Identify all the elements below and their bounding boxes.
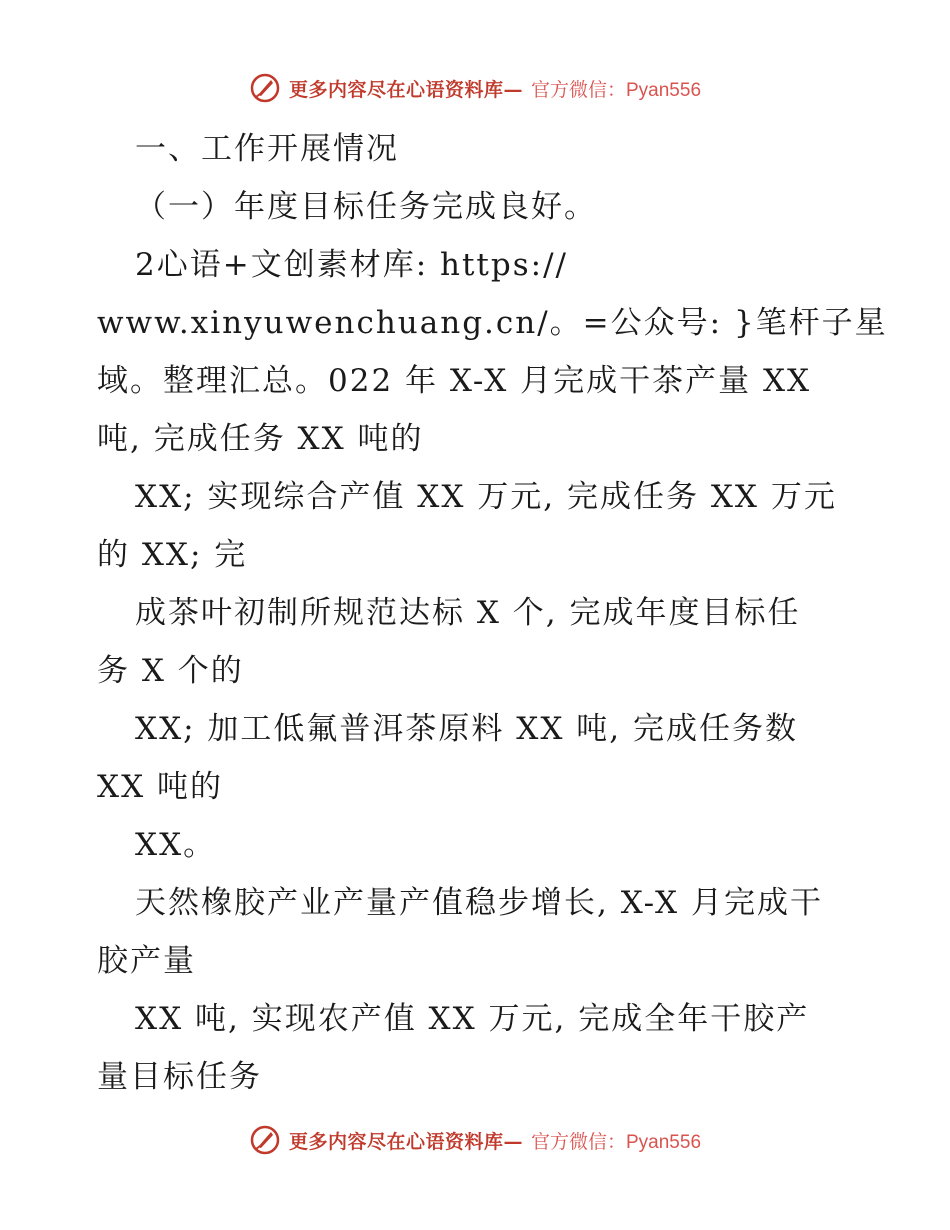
- paragraph-line: 量目标任务: [97, 1059, 262, 1095]
- paragraph-line: 胶产量: [97, 943, 196, 979]
- page-header-banner: [0, 72, 950, 104]
- section-heading: 一、工作开展情况: [135, 131, 399, 167]
- paragraph-line: 的 XX; 完: [97, 537, 248, 573]
- subsection-heading: （一）年度目标任务完成良好。: [135, 189, 597, 225]
- paragraph-line: XX。: [135, 827, 217, 863]
- paragraph-line: 成茶叶初制所规范达标 X 个, 完成年度目标任: [135, 595, 801, 631]
- quill-logo-icon: [249, 72, 281, 104]
- paragraph-line: www.xinyuwenchuang.cn/。=公众号: }笔杆子星: [97, 305, 888, 341]
- paragraph-line: 务 X 个的: [97, 653, 244, 689]
- paragraph-line: XX; 加工低氟普洱茶原料 XX 吨, 完成任务数: [135, 711, 798, 747]
- paragraph-line: XX 吨的: [97, 769, 223, 805]
- document-body: [97, 120, 888, 1106]
- paragraph-line: 天然橡胶产业产量产值稳步增长, X-X 月完成干: [135, 885, 823, 921]
- footer-contact: 官方微信：Pyan556: [531, 1131, 702, 1153]
- header-contact: 官方微信：Pyan556: [531, 79, 702, 101]
- paragraph-line: XX; 实现综合产值 XX 万元, 完成任务 XX 万元: [135, 479, 837, 515]
- page-footer-banner: [0, 1124, 950, 1156]
- paragraph-line: 域。整理汇总。022 年 X-X 月完成干茶产量 XX: [97, 363, 812, 399]
- paragraph-line: XX 吨, 实现农产值 XX 万元, 完成全年干胶产: [135, 1001, 810, 1037]
- header-title: 更多内容尽在心语资料库—: [288, 78, 523, 101]
- footer-title: 更多内容尽在心语资料库—: [288, 1130, 523, 1153]
- paragraph-line: 2心语+文创素材库: https://: [135, 247, 568, 283]
- paragraph-line: 吨, 完成任务 XX 吨的: [97, 421, 424, 457]
- quill-logo-icon: [249, 1124, 281, 1156]
